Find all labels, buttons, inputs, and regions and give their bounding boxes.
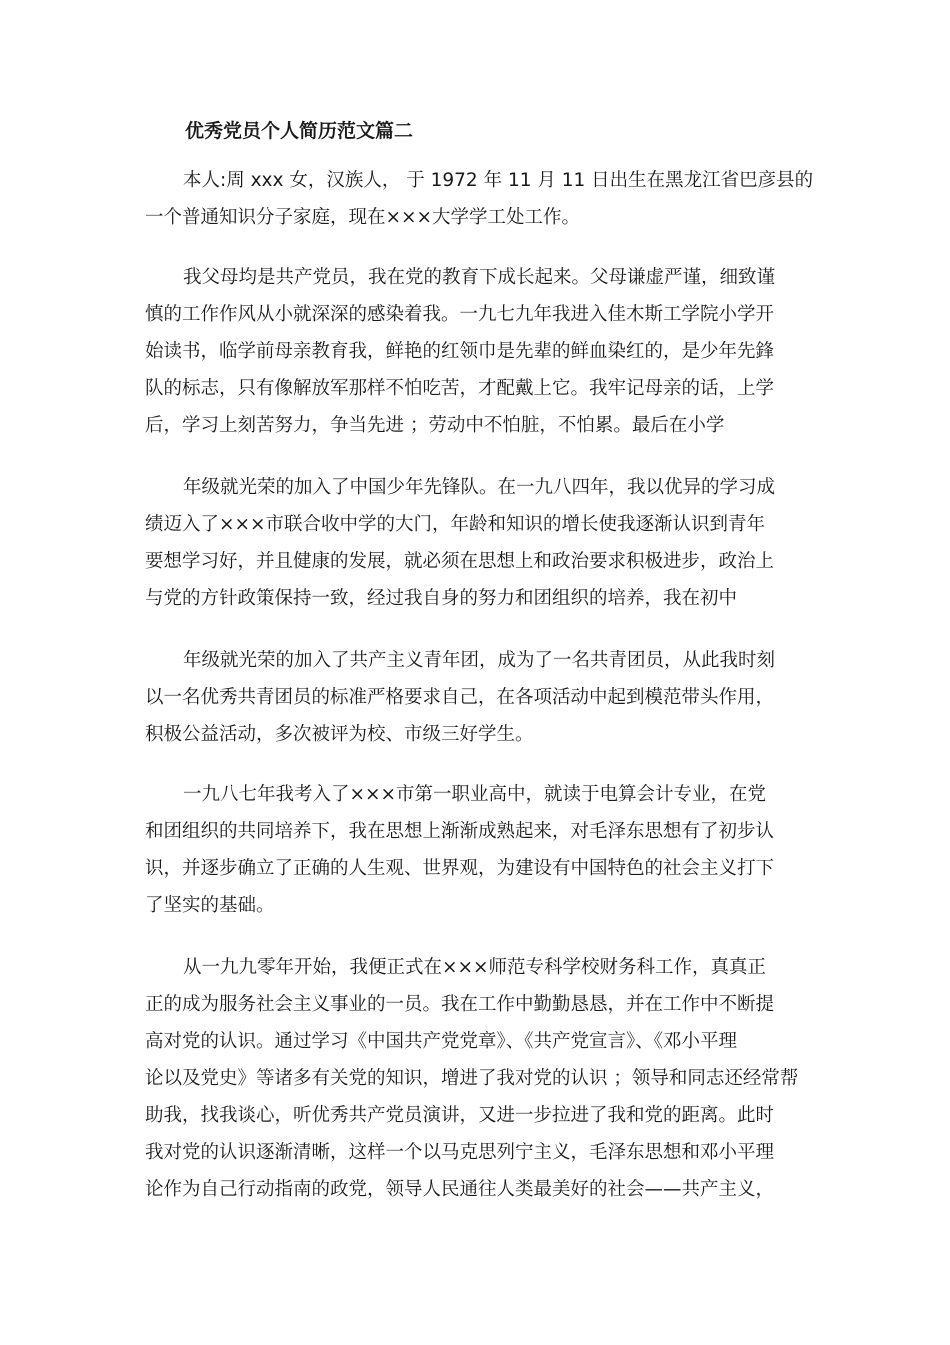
- paragraph-line: 高对党的认识。通过学习《中国共产党党章》、《共产党宣言》、《邓小平理: [145, 1031, 738, 1052]
- paragraph-line: 论以及党史》等诸多有关党的知识，增进了我对党的认识 ；领导和同志还经常帮: [145, 1068, 799, 1089]
- paragraph-line: 从一九九零年开始，我便正式在×××师范专科学校财务科工作，真真正: [183, 957, 767, 978]
- paragraph-line: 后，学习上刻苦努力，争当先进 ；劳动中不怕脏，不怕累。最后在小学: [145, 415, 725, 436]
- paragraph-line: 队的标志，只有像解放军那样不怕吃苦，才配戴上它。我牢记母亲的话，上学: [145, 378, 775, 399]
- paragraph-line: 年级就光荣的加入了共产主义青年团，成为了一名共青团员，从此我时刻: [183, 650, 776, 671]
- paragraph-line: 要想学习好，并且健康的发展，就必须在思想上和政治要求积极进步，政治上: [145, 551, 775, 572]
- paragraph-line: 我对党的认识逐渐清晰，这样一个以马克思列宁主义，毛泽东思想和邓小平理: [145, 1142, 775, 1163]
- paragraph-line: 我父母均是共产党员，我在党的教育下成长起来。父母谦虚严谨，细致谨: [183, 267, 776, 288]
- paragraph-line: 一个普通知识分子家庭，现在×××大学学工处工作。: [145, 207, 581, 228]
- paragraph-line: 始读书，临学前母亲教育我，鲜艳的红领巾是先辈的鲜血染红的，是少年先鋒: [145, 341, 775, 362]
- paragraph-line: 与党的方针政策保持一致，经过我自身的努力和团组织的培养，我在初中: [145, 588, 738, 609]
- paragraph-line: 和团组织的共同培养下，我在思想上渐渐成熟起来，对毛泽东思想有了初步认: [145, 821, 775, 842]
- paragraph-line: 正的成为服务社会主义事业的一员。我在工作中勤勤恳恳，并在工作中不断提: [145, 994, 775, 1015]
- paragraph-line: 以一名优秀共青团员的标准严格要求自己，在各项活动中起到模范带头作用，: [145, 687, 775, 708]
- paragraph-line: 慎的工作作风从小就深深的感染着我。一九七九年我进入佳木斯工学院小学开: [145, 304, 775, 325]
- paragraph-line: 助我，找我谈心，听优秀共产党员演讲，又进一步拉进了我和党的距离。此时: [145, 1105, 775, 1126]
- paragraph-line: 积极公益活动，多次被评为校、市级三好学生。: [145, 724, 534, 745]
- paragraph-line: 论作为自己行动指南的政党，领导人民通往人类最美好的社会——共产主义，: [145, 1179, 775, 1200]
- paragraph-line: 一九八七年我考入了×××市第一职业高中，就读于电算会计专业，在党: [183, 784, 767, 805]
- paragraph-line: 年级就光荣的加入了中国少年先锋队。在一九八四年，我以优异的学习成: [183, 477, 776, 498]
- paragraph-line: 绩迈入了×××市联合收中学的大门，年龄和知识的增长使我逐渐认识到青年: [145, 514, 766, 535]
- document-title: 优秀党员个人简历范文篇二: [185, 120, 414, 142]
- paragraph-line: 本人:周 xxx 女，汉族人， 于 1972 年 11 月 11 日出生在黑龙江省巴彦县的: [183, 170, 814, 191]
- paragraph-line: 识，并逐步确立了正确的人生观、世界观，为建设有中国特色的社会主义打下: [145, 858, 775, 879]
- paragraph-line: 了坚实的基础。: [145, 895, 275, 916]
